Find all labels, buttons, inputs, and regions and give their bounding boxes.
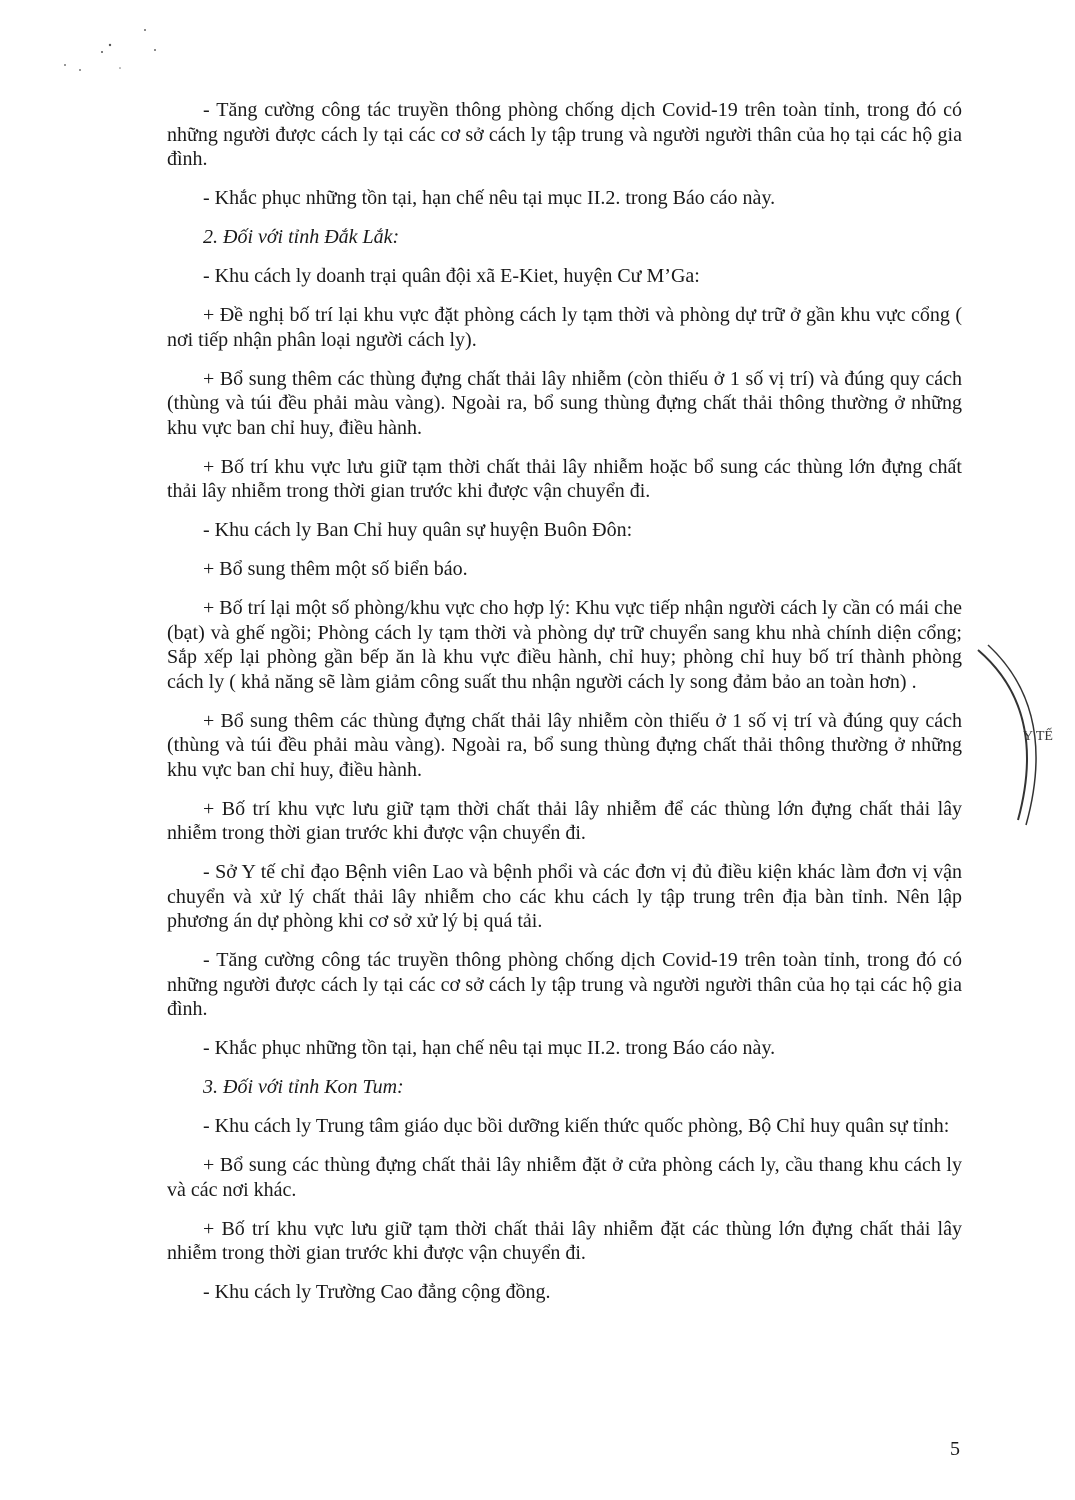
paragraph: - Khắc phục những tồn tại, hạn chế nêu tại mục II.2. trong Báo cáo này.	[203, 1037, 776, 1059]
paragraph: - Khu cách ly doanh trại quân đội xã E-Kiet, huyện Cư M’Ga:	[203, 265, 700, 287]
paragraph: + Bổ sung thêm các thùng đựng chất thải lây nhiễm (còn thiếu ở 1 số vị trí) và đúng quy cách (thùng và túi đều phải màu vàng). Ngoài ra, bổ sung thùng đựng chất thải thông thường ở những khu vực ban chỉ huy, điều hành.	[167, 367, 962, 439]
paragraph: - Sở Y tế chỉ đạo Bệnh viên Lao và bệnh phổi và các đơn vị đủ điều kiện khác làm đơn vị vận chuyển và xử lý chất thải lây nhiễm cho các khu cách ly tập trung trên địa bàn tỉnh. Nên lập phương án dự phòng khi cơ sở xử lý bị quá tải.	[167, 861, 962, 932]
section-heading: 3. Đối với tỉnh Kon Tum:	[203, 1076, 404, 1098]
paragraph: + Bố trí khu vực lưu giữ tạm thời chất thải lây nhiễm để các thùng lớn đựng chất thải lây nhiễm trong thời gian trước khi được vận chuyển đi.	[167, 797, 962, 844]
paragraph: + Bổ sung các thùng đựng chất thải lây nhiễm đặt ở cửa phòng cách ly, cầu thang khu cách ly và các nơi khác.	[167, 1154, 962, 1201]
paragraph: - Khắc phục những tồn tại, hạn chế nêu tại mục II.2. trong Báo cáo này.	[203, 187, 776, 209]
paragraph: + Bố trí khu vực lưu giữ tạm thời chất thải lây nhiễm hoặc bổ sung các thùng lớn đựng chất thải lây nhiễm trong thời gian trước khi được vận chuyển đi.	[167, 455, 962, 502]
paragraph: - Tăng cường công tác truyền thông phòng chống dịch Covid-19 trên toàn tỉnh, trong đó có những người được cách ly tại các cơ sở cách ly tập trung và người người thân của họ tại các hộ gia đình.	[167, 99, 962, 170]
paragraph: - Khu cách ly Ban Chỉ huy quân sự huyện Buôn Đôn:	[203, 519, 633, 541]
paragraph: - Khu cách ly Trung tâm giáo dục bồi dưỡng kiến thức quốc phòng, Bộ Chỉ huy quân sự tỉnh:	[203, 1115, 950, 1137]
paragraph: - Tăng cường công tác truyền thông phòng chống dịch Covid-19 trên toàn tỉnh, trong đó có những người được cách ly tại các cơ sở cách ly tập trung và người người thân của họ tại các hộ gia đình.	[167, 949, 962, 1020]
paragraph: + Bố trí lại một số phòng/khu vực cho hợp lý: Khu vực tiếp nhận người cách ly cần có mái che (bạt) và ghế ngồi; Phòng cách ly tạm thời và phòng dự trữ chuyển sang khu nhà chính diện cổng; Sắp xếp lại phòng gần bếp ăn là khu vực điều hành, chỉ huy; phòng chỉ huy bố trí thành phòng cách ly ( khả năng sẽ làm giảm công suất thu nhận người cách ly song đảm bảo an toàn hơn) .	[167, 597, 962, 693]
document-body	[167, 98, 962, 1319]
paragraph: + Đề nghị bố trí lại khu vực đặt phòng cách ly tạm thời và phòng dự trữ ở gần khu vực cổng ( nơi tiếp nhận phân loại người cách ly).	[167, 304, 962, 351]
paragraph: - Khu cách ly Trường Cao đẳng cộng đồng.	[203, 1281, 551, 1303]
scan-specks	[40, 20, 180, 100]
official-stamp-fragment	[968, 640, 1068, 830]
paragraph: + Bổ sung thêm một số biển báo.	[203, 558, 468, 580]
page-number: 5	[950, 1438, 960, 1460]
stamp-text: Y TẾ	[1023, 729, 1053, 744]
paragraph: + Bố trí khu vực lưu giữ tạm thời chất thải lây nhiễm đặt các thùng lớn đựng chất thải lây nhiễm trong thời gian trước khi được vận chuyển đi.	[167, 1217, 962, 1264]
section-heading: 2. Đối với tỉnh Đắk Lắk:	[203, 226, 400, 248]
paragraph: + Bổ sung thêm các thùng đựng chất thải lây nhiễm còn thiếu ở 1 số vị trí và đúng quy cách (thùng và túi đều phải màu vàng). Ngoài ra, bổ sung thùng đựng chất thải thông thường ở những khu vực ban chỉ huy, điều hành.	[167, 709, 962, 781]
